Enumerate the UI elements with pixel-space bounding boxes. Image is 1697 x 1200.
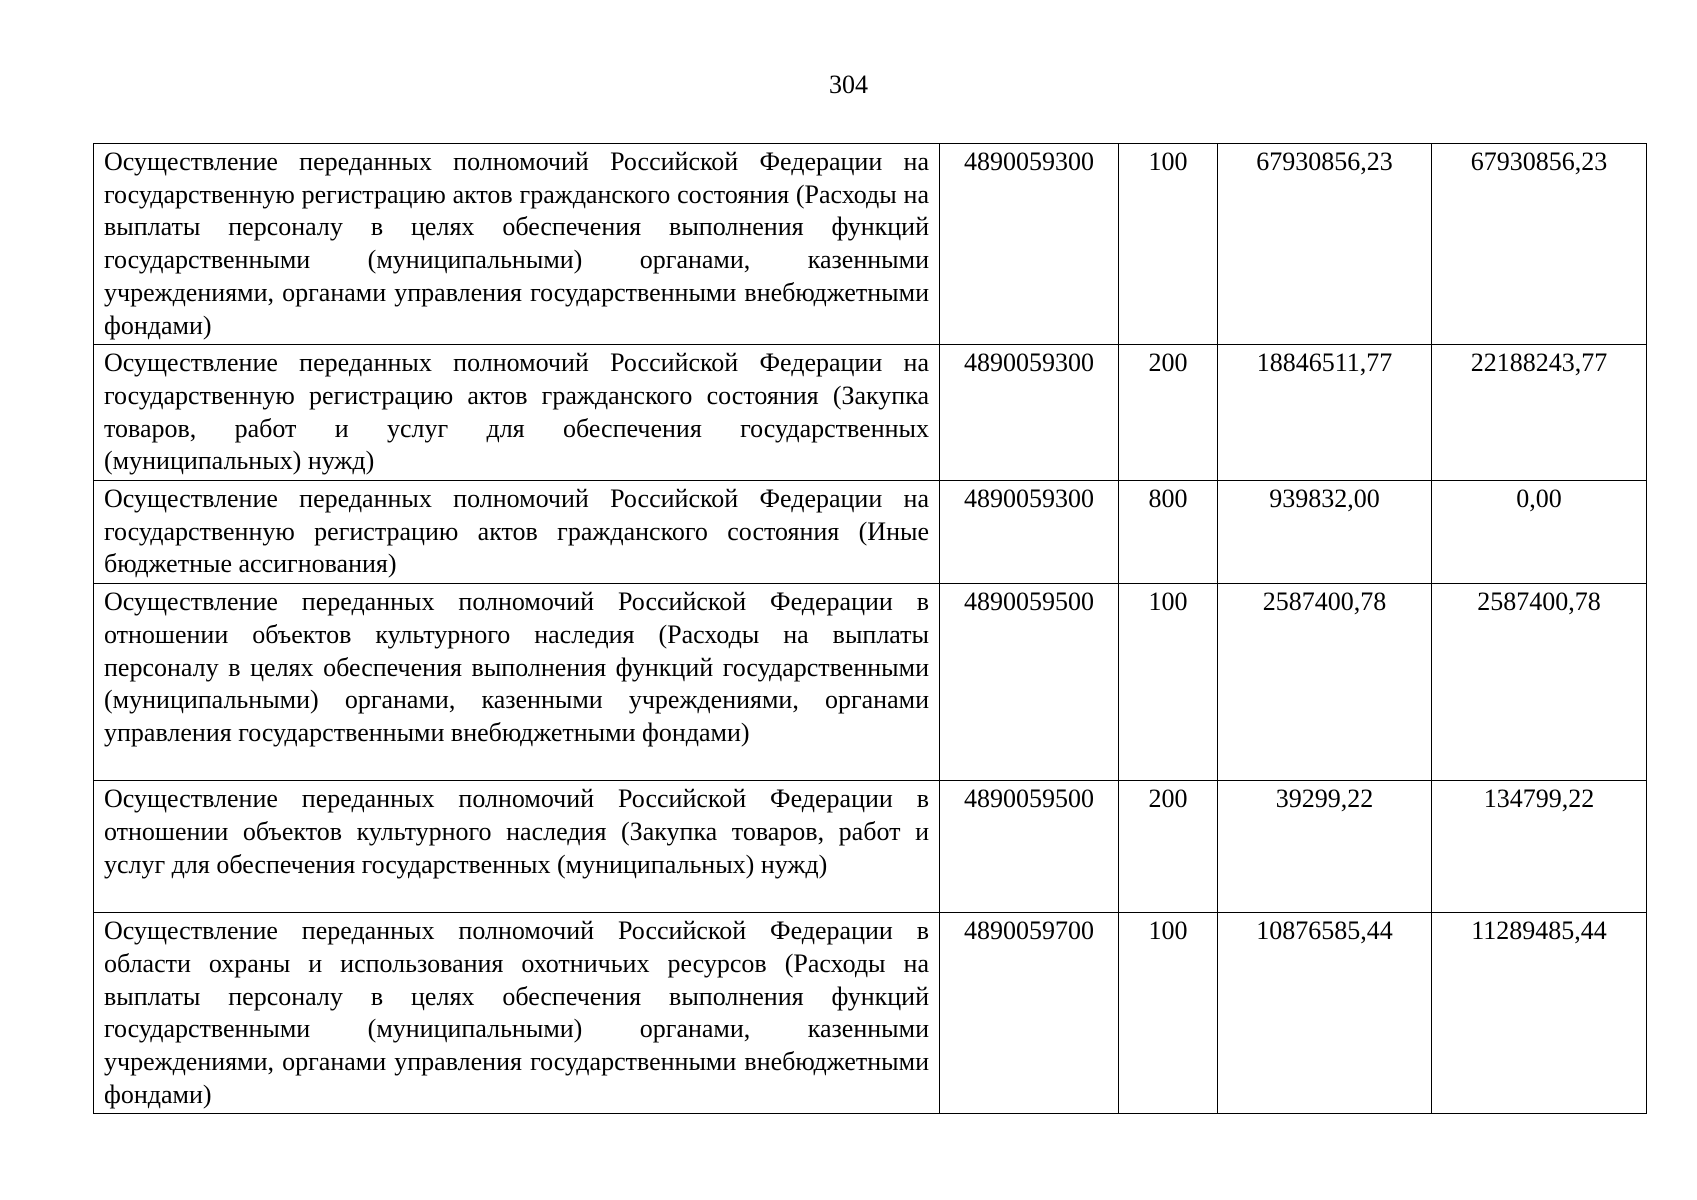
row-amount-second: 134799,22 [1432, 781, 1647, 913]
row-expense-type: 800 [1119, 481, 1218, 584]
row-target-code: 4890059700 [940, 913, 1119, 1114]
row-description: Осуществление переданных полномочий Российской Федерации на государственную регистрацию актов гражданского состояния (Иные бюджетные ассигнования) [94, 481, 940, 584]
row-target-code: 4890059300 [940, 481, 1119, 584]
row-expense-type: 100 [1119, 913, 1218, 1114]
table-row [94, 584, 1647, 781]
row-description: Осуществление переданных полномочий Российской Федерации на государственную регистрацию актов гражданского состояния (Расходы на выплаты персоналу в целях обеспечения выполнения функций государственными (муниципальными) органами, казенными учреждениями, органами управления государственными внебюджетными фондами) [94, 144, 940, 345]
row-amount-first: 39299,22 [1218, 781, 1432, 913]
row-expense-type: 200 [1119, 781, 1218, 913]
table-row [94, 913, 1647, 1114]
row-amount-second: 0,00 [1432, 481, 1647, 584]
row-target-code: 4890059500 [940, 781, 1119, 913]
row-description: Осуществление переданных полномочий Российской Федерации в области охраны и использования охотничьих ресурсов (Расходы на выплаты персоналу в целях обеспечения выполнения функций государственными (муниципальными) органами, казенными учреждениями, органами управления государственными внебюджетными фондами) [94, 913, 940, 1114]
row-amount-second: 67930856,23 [1432, 144, 1647, 345]
row-expense-type: 100 [1119, 144, 1218, 345]
row-amount-first: 18846511,77 [1218, 345, 1432, 481]
row-description: Осуществление переданных полномочий Российской Федерации в отношении объектов культурного наследия (Расходы на выплаты персоналу в целях обеспечения выполнения функций государственными (муниципальными) органами, казенными учреждениями, органами управления государственными внебюджетными фондами) [94, 584, 940, 781]
row-amount-second: 22188243,77 [1432, 345, 1647, 481]
row-target-code: 4890059300 [940, 345, 1119, 481]
row-amount-first: 67930856,23 [1218, 144, 1432, 345]
table-row [94, 144, 1647, 345]
page-number: 304 [829, 70, 868, 99]
row-expense-type: 200 [1119, 345, 1218, 481]
row-target-code: 4890059500 [940, 584, 1119, 781]
table-row [94, 781, 1647, 913]
row-expense-type: 100 [1119, 584, 1218, 781]
row-amount-second: 2587400,78 [1432, 584, 1647, 781]
row-amount-first: 939832,00 [1218, 481, 1432, 584]
row-target-code: 4890059300 [940, 144, 1119, 345]
row-amount-second: 11289485,44 [1432, 913, 1647, 1114]
budget-table [93, 143, 1647, 1114]
table-row [94, 345, 1647, 481]
row-amount-first: 2587400,78 [1218, 584, 1432, 781]
row-amount-first: 10876585,44 [1218, 913, 1432, 1114]
row-description: Осуществление переданных полномочий Российской Федерации на государственную регистрацию актов гражданского состояния (Закупка товаров, работ и услуг для обеспечения государственных (муниципальных) нужд) [94, 345, 940, 481]
row-description: Осуществление переданных полномочий Российской Федерации в отношении объектов культурного наследия (Закупка товаров, работ и услуг для обеспечения государственных (муниципальных) нужд) [94, 781, 940, 913]
table-row [94, 481, 1647, 584]
